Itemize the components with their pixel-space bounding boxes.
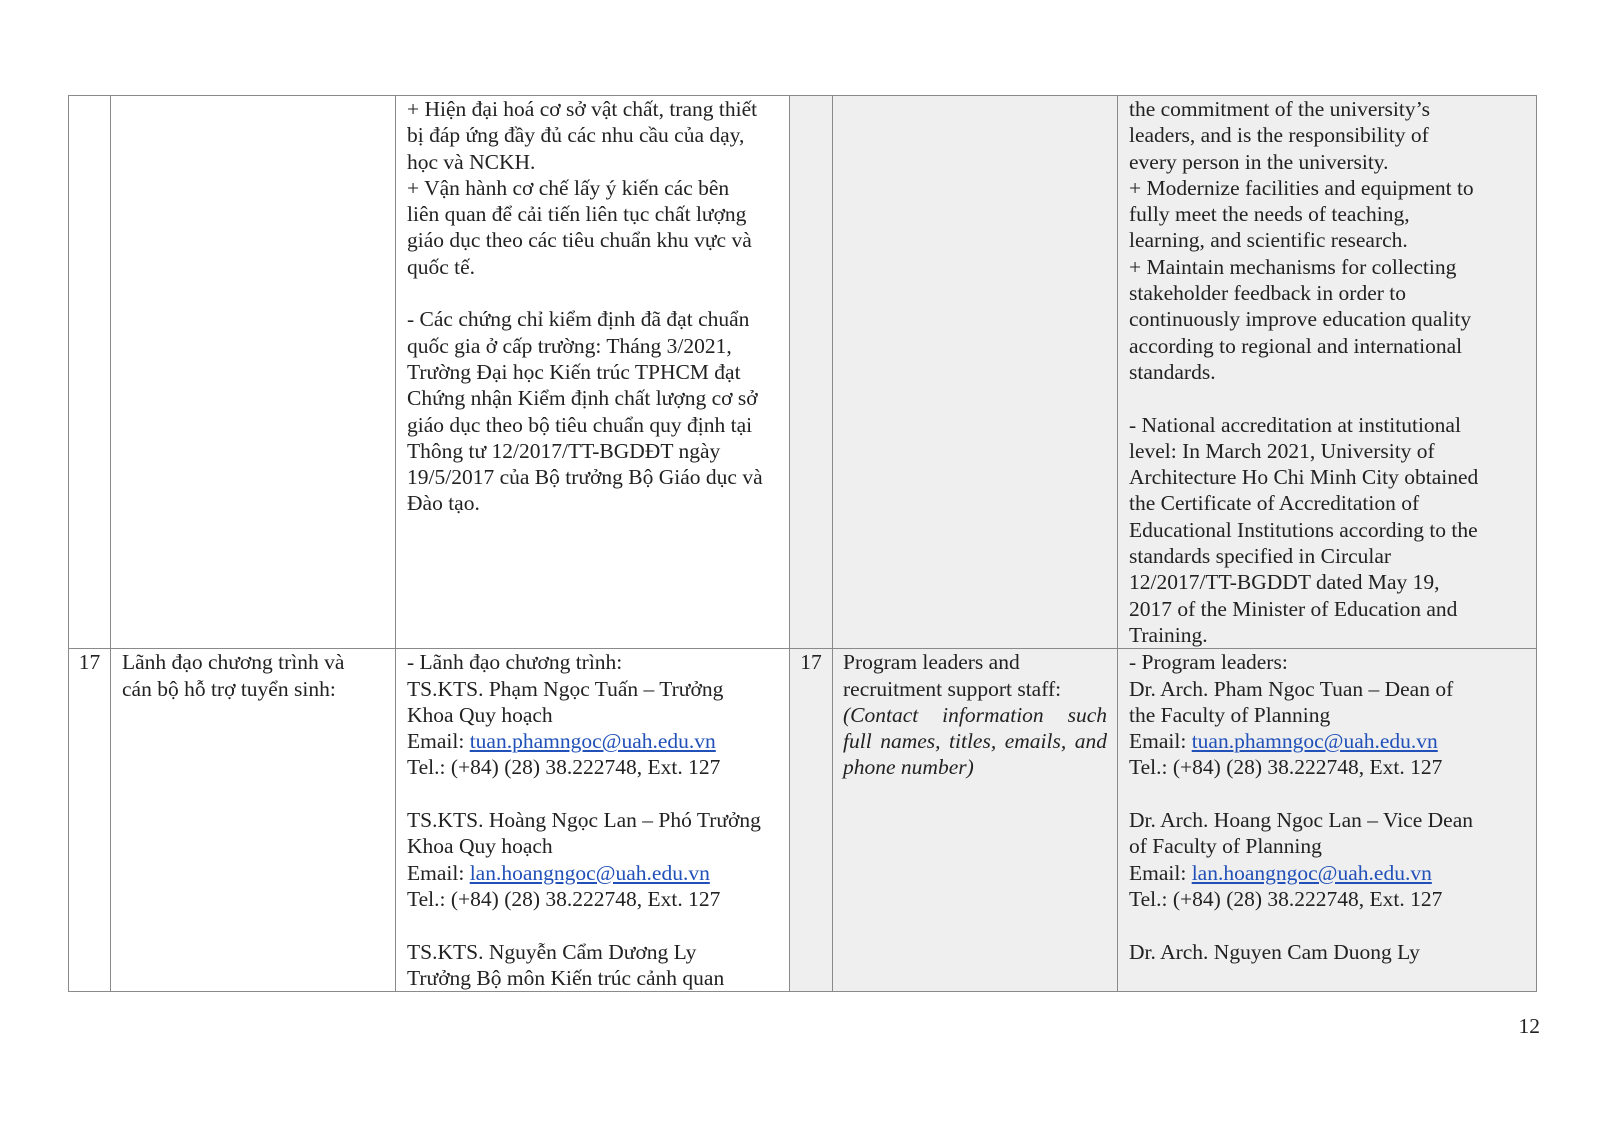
text-line: level: In March 2021, University of bbox=[1129, 438, 1435, 463]
row-number-en: 17 bbox=[790, 649, 833, 992]
spacer bbox=[407, 781, 781, 807]
table-row-continued bbox=[69, 96, 1537, 649]
text-line: Architecture Ho Chi Minh City obtained bbox=[1129, 465, 1479, 490]
row-note-en-line: full names, titles, emails, and bbox=[843, 729, 1107, 754]
content-vn-lines bbox=[407, 96, 781, 517]
row-label-vn-cell bbox=[111, 649, 396, 992]
contact-email-line-vn bbox=[407, 728, 781, 754]
content-en-lines bbox=[1129, 96, 1528, 648]
email-label: Email: bbox=[407, 860, 470, 885]
email-link[interactable]: lan.hoangngoc@uah.edu.vn bbox=[1191, 860, 1432, 885]
contact-title-en: the Faculty of Planning bbox=[1129, 702, 1331, 727]
row-label-en-line: Program leaders and bbox=[843, 650, 1020, 675]
row-note-en-line: phone number) bbox=[843, 755, 974, 780]
contact-title-vn: Khoa Quy hoạch bbox=[407, 834, 553, 859]
contact-email-line-en bbox=[1129, 860, 1528, 886]
table-row-17 bbox=[69, 649, 1537, 992]
contact-phone-en: Tel.: (+84) (28) 38.222748, Ext. 127 bbox=[1129, 886, 1443, 911]
text-line: - National accreditation at institutional bbox=[1129, 412, 1461, 437]
text-line: leaders, and is the responsibility of bbox=[1129, 123, 1429, 148]
text-line: Educational Institutions according to the bbox=[1129, 517, 1478, 542]
row-label-vn-line: Lãnh đạo chương trình và bbox=[122, 650, 345, 675]
text-line: - Các chứng chỉ kiểm định đã đạt chuẩn bbox=[407, 307, 750, 332]
row-number-vn bbox=[69, 96, 111, 649]
row-label-en-cell bbox=[833, 649, 1118, 992]
text-line: every person in the university. bbox=[1129, 149, 1389, 174]
text-line: learning, and scientific research. bbox=[1129, 228, 1408, 253]
contact-name-vn: TS.KTS. Nguyễn Cẩm Dương Ly bbox=[407, 939, 697, 964]
text-line: standards specified in Circular bbox=[1129, 544, 1392, 569]
email-label: Email: bbox=[1129, 729, 1192, 754]
row-note-en-line: (Contact information such bbox=[843, 702, 1107, 727]
contact-name-en: Dr. Arch. Nguyen Cam Duong Ly bbox=[1129, 939, 1420, 964]
email-link[interactable]: lan.hoangngoc@uah.edu.vn bbox=[469, 860, 710, 885]
text-line: 2017 of the Minister of Education and bbox=[1129, 596, 1458, 621]
contact-name-en: Dr. Arch. Hoang Ngoc Lan – Vice Dean bbox=[1129, 808, 1473, 833]
contact-phone-vn: Tel.: (+84) (28) 38.222748, Ext. 127 bbox=[407, 886, 721, 911]
text-line: giáo dục theo bộ tiêu chuẩn quy định tại bbox=[407, 412, 753, 437]
text-line: quốc gia ở cấp trường: Tháng 3/2021, bbox=[407, 333, 732, 358]
contact-title-vn: Trưởng Bộ môn Kiến trúc cảnh quan bbox=[407, 965, 725, 990]
text-line: Training. bbox=[1129, 622, 1208, 647]
contact-email-line-vn bbox=[407, 860, 781, 886]
text-line: học và NCKH. bbox=[407, 149, 536, 174]
text-line: Thông tư 12/2017/TT-BGDĐT ngày bbox=[407, 438, 721, 463]
email-label: Email: bbox=[407, 729, 470, 754]
page-number: 12 bbox=[1518, 1014, 1540, 1038]
text-line: Chứng nhận Kiểm định chất lượng cơ sở bbox=[407, 386, 758, 411]
contact-name-vn: TS.KTS. Phạm Ngọc Tuấn – Trưởng bbox=[407, 676, 724, 701]
text-line: continuously improve education quality bbox=[1129, 307, 1472, 332]
text-line: standards. bbox=[1129, 359, 1216, 384]
row-number-vn: 17 bbox=[69, 649, 111, 992]
text-line: the commitment of the university’s bbox=[1129, 97, 1430, 121]
contact-title-en: of Faculty of Planning bbox=[1129, 834, 1322, 859]
row-label-vn bbox=[111, 96, 396, 649]
contact-email-line-en bbox=[1129, 728, 1528, 754]
contact-phone-en: Tel.: (+84) (28) 38.222748, Ext. 127 bbox=[1129, 755, 1443, 780]
contact-title-vn: Khoa Quy hoạch bbox=[407, 702, 553, 727]
contacts-heading-en: - Program leaders: bbox=[1129, 650, 1288, 675]
spacer bbox=[1129, 912, 1528, 938]
spacer bbox=[1129, 385, 1528, 411]
row-number-en bbox=[790, 96, 833, 649]
contact-phone-vn: Tel.: (+84) (28) 38.222748, Ext. 127 bbox=[407, 755, 721, 780]
contacts-vn-cell bbox=[396, 649, 790, 992]
text-line: giáo dục theo các tiêu chuẩn khu vực và bbox=[407, 228, 752, 253]
contacts-heading-vn: - Lãnh đạo chương trình: bbox=[407, 650, 623, 675]
text-line: + Vận hành cơ chế lấy ý kiến các bên bbox=[407, 175, 730, 200]
contact-name-vn: TS.KTS. Hoàng Ngọc Lan – Phó Trưởng bbox=[407, 808, 761, 833]
text-line: quốc tế. bbox=[407, 254, 476, 279]
program-info-table bbox=[68, 95, 1537, 992]
spacer bbox=[1129, 781, 1528, 807]
text-line: 19/5/2017 của Bộ trưởng Bộ Giáo dục và bbox=[407, 465, 763, 490]
text-line: bị đáp ứng đầy đủ các nhu cầu của dạy, bbox=[407, 123, 745, 148]
contact-name-en: Dr. Arch. Pham Ngoc Tuan – Dean of bbox=[1129, 676, 1454, 701]
row-label-en bbox=[833, 96, 1118, 649]
row-label-vn-line: cán bộ hỗ trợ tuyển sinh: bbox=[122, 676, 336, 701]
text-line: + Hiện đại hoá cơ sở vật chất, trang thiết bbox=[407, 97, 758, 121]
spacer bbox=[407, 280, 781, 306]
text-line: stakeholder feedback in order to bbox=[1129, 281, 1406, 306]
text-line: according to regional and international bbox=[1129, 333, 1463, 358]
text-line: + Modernize facilities and equipment to bbox=[1129, 175, 1474, 200]
text-line: + Maintain mechanisms for collecting bbox=[1129, 254, 1457, 279]
text-line: Đào tạo. bbox=[407, 491, 480, 516]
email-link[interactable]: tuan.phamngoc@uah.edu.vn bbox=[1191, 729, 1438, 754]
email-label: Email: bbox=[1129, 860, 1192, 885]
email-link[interactable]: tuan.phamngoc@uah.edu.vn bbox=[469, 729, 716, 754]
text-line: liên quan để cải tiến liên tục chất lượng bbox=[407, 202, 747, 227]
content-vn-cell bbox=[396, 96, 790, 649]
text-line: the Certificate of Accreditation of bbox=[1129, 491, 1420, 516]
contacts-en-cell bbox=[1118, 649, 1537, 992]
content-en-cell bbox=[1118, 96, 1537, 649]
text-line: Trường Đại học Kiến trúc TPHCM đạt bbox=[407, 359, 741, 384]
text-line: fully meet the needs of teaching, bbox=[1129, 202, 1410, 227]
spacer bbox=[407, 912, 781, 938]
row-label-en-line: recruitment support staff: bbox=[843, 676, 1062, 701]
text-line: 12/2017/TT-BGDDT dated May 19, bbox=[1129, 570, 1440, 595]
